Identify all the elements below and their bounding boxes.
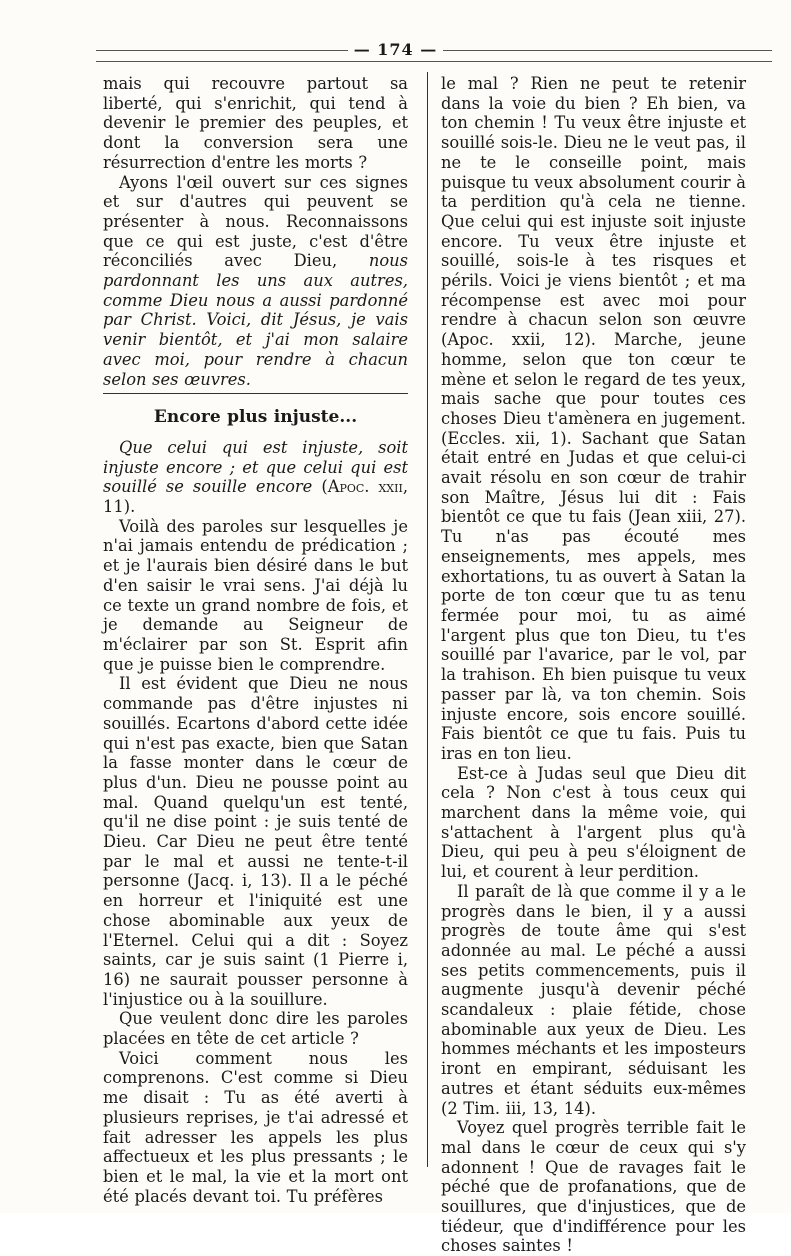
left-paragraph-3: Voilà des paroles sur lesquelles je n'ai jamais entendu de prédication ; et je l'aurais bien désiré dans le but d'en saisir le vrai sens. J'ai déjà lu ce texte un grand nombre de fois, et je demande au Seigneur de m'éclairer par son St. Esprit afin que je puisse bien le comprendre.: [103, 516, 408, 674]
left-paragraph-6: Voici comment nous les comprenons. C'est comme si Dieu me disait : Tu as été averti à plusieurs reprises, je t'ai adressé et fait adresser les appels les plus affectueux et les plus pressants ; le bien et le mal, la vie et la mort ont été placés devant toi. Tu préfères: [103, 1048, 408, 1206]
right-paragraph-1: le mal ? Rien ne peut te retenir dans la voie du bien ? Eh bien, va ton chemin ! Tu veux être injuste et souillé sois-le. Dieu ne le veut pas, il ne te le conseille point, mais puisque tu veux absolument courir à ta perdition qu'à cela ne tienne. Que celui qui est injuste soit injuste encore. Tu veux être injuste et souillé, sois-le à tes risques et périls. Voici je viens bientôt ; et ma récompense est avec moi pour rendre à chacun selon son œuvre (Apoc. xxii, 12). Marche, jeune homme, selon que ton cœur te mène et selon le regard de tes yeux, mais sache que pour toutes ces choses Dieu t'amènera en jugement. (Eccles. xii, 1). Sachant que Satan était entré en Judas et que celui-ci avait résolu en son cœur de trahir son Maître, Jésus lui dit : Fais bientôt ce que tu fais (Jean xiii, 27). Tu n'as pas écouté mes enseignements, mes appels, mes exhortations, tu as ouvert à Satan la porte de ton cœur que tu as tenu fermée pour moi, tu as aimé l'argent plus que ton Dieu, tu t'es souillé par l'avarice, par le vol, par la trahison. Eh bien puisque tu veux passer par là, va ton chemin. Sois injuste encore, sois encore souillé. Fais bientôt ce que tu fais. Puis tu iras en ton lieu.: [441, 74, 746, 763]
left-paragraph-2: [103, 173, 408, 390]
left-paragraph-5: Que veulent donc dire les paroles placées en tête de cet article ?: [103, 1009, 408, 1049]
page-number: [0, 40, 791, 59]
left-paragraph-1: mais qui recouvre partout sa liberté, qui s'enrichit, qui tend à devenir le premier des peuples, et dont la conversion sera une résurrection d'entre les morts ?: [103, 74, 408, 172]
right-paragraph-4: Voyez quel progrès terrible fait le mal dans le cœur de ceux qui s'y adonnent ! Que de ravages fait le péché que de profanations, que de souillures, que d'injustices, que de tiédeur, que d'indifférence pour les choses saintes !: [441, 1118, 746, 1256]
left-paragraph-2-plain: Ayons l'œil ouvert sur ces signes et sur d'autres qui peuvent se présenter à nous. Reconnaissons que ce qui est juste, c'est d'être réconciliés avec Dieu,: [103, 172, 408, 271]
left-paragraph-2-italic: nous pardonnant les uns aux autres, comme Dieu nous a aussi pardonné par Christ. Voici, dit Jésus, je vais venir bientôt, et j'ai mon salaire avec moi, pour rendre à chacun selon ses œuvres.: [103, 251, 408, 389]
column-divider: [427, 72, 428, 1167]
right-paragraph-2: Est-ce à Judas seul que Dieu dit cela ? Non c'est à tous ceux qui marchent dans la même voie, qui s'attachent à l'argent plus qu'à Dieu, qui peu à peu s'éloignent de lui, et courent à leur perdition.: [441, 763, 746, 882]
epigraph: [103, 438, 408, 517]
page-number-text: — 174 —: [348, 40, 444, 59]
epigraph-text: Que celui qui est injuste, soit injuste encore ; et que celui qui est souillé se souille encore: [103, 437, 408, 497]
section-rule: [103, 393, 408, 394]
section-title: Encore plus injuste...: [153, 407, 358, 428]
right-column: [441, 74, 746, 1256]
left-paragraph-4: Il est évident que Dieu ne nous commande pas d'être injustes ni souillés. Ecartons d'abord cette idée qui n'est pas exacte, bien que Satan la fasse monter dans le cœur de plus d'un. Dieu ne pousse point au mal. Quand quelqu'un est tenté, qu'il ne dise point : je suis tenté de Dieu. Car Dieu ne peut être tenté par le mal et aussi ne tente-t-il personne (Jacq. i, 13). Il a le péché en horreur et l'iniquité est une chose abominable aux yeux de l'Eternel. Celui qui a dit : Soyez saints, car je suis saint (1 Pierre i, 16) ne saurait pousser personne à l'injustice ou à la souillure.: [103, 674, 408, 1009]
right-paragraph-3: Il paraît de là que comme il y a le progrès dans le bien, il y a aussi progrès de toute âme qui s'est adonnée au mal. Le péché a aussi ses petits commencements, puis il augmente jusqu'à devenir péché scandaleux : plaie fétide, chose abominable aux yeux de Dieu. Les hommes méchants et les imposteurs iront en empirant, séduisant les autres et étant séduits eux-mêmes (2 Tim. iii, 13, 14).: [441, 881, 746, 1118]
epigraph-reference: (Apoc. xxii, 11).: [103, 477, 409, 517]
left-column: [103, 74, 408, 1206]
